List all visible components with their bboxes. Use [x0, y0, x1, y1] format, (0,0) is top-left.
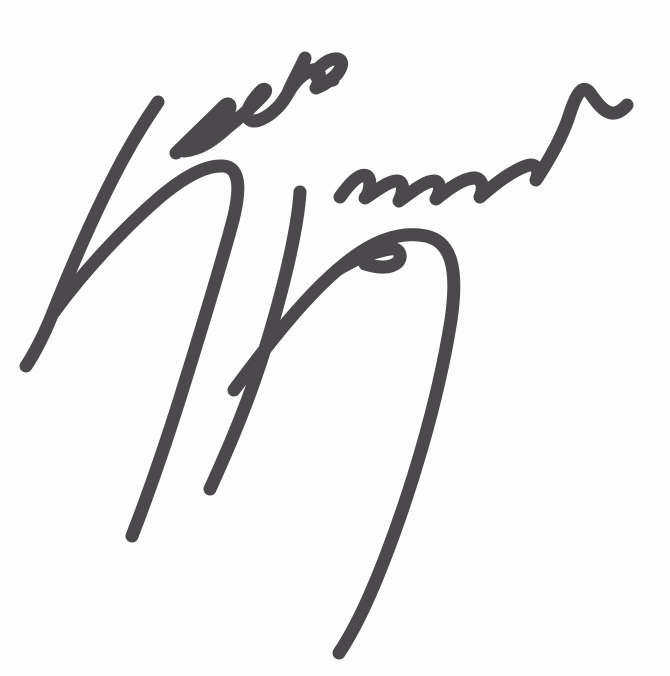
stroke-kumar-flourish: [340, 89, 627, 201]
stroke-middle-loop: [234, 235, 454, 653]
stroke-center-cross: [337, 249, 400, 270]
stroke-keshe-lettering: [176, 58, 342, 153]
signature-ink-strokes: [26, 58, 627, 653]
stroke-left-stem: [26, 102, 158, 366]
